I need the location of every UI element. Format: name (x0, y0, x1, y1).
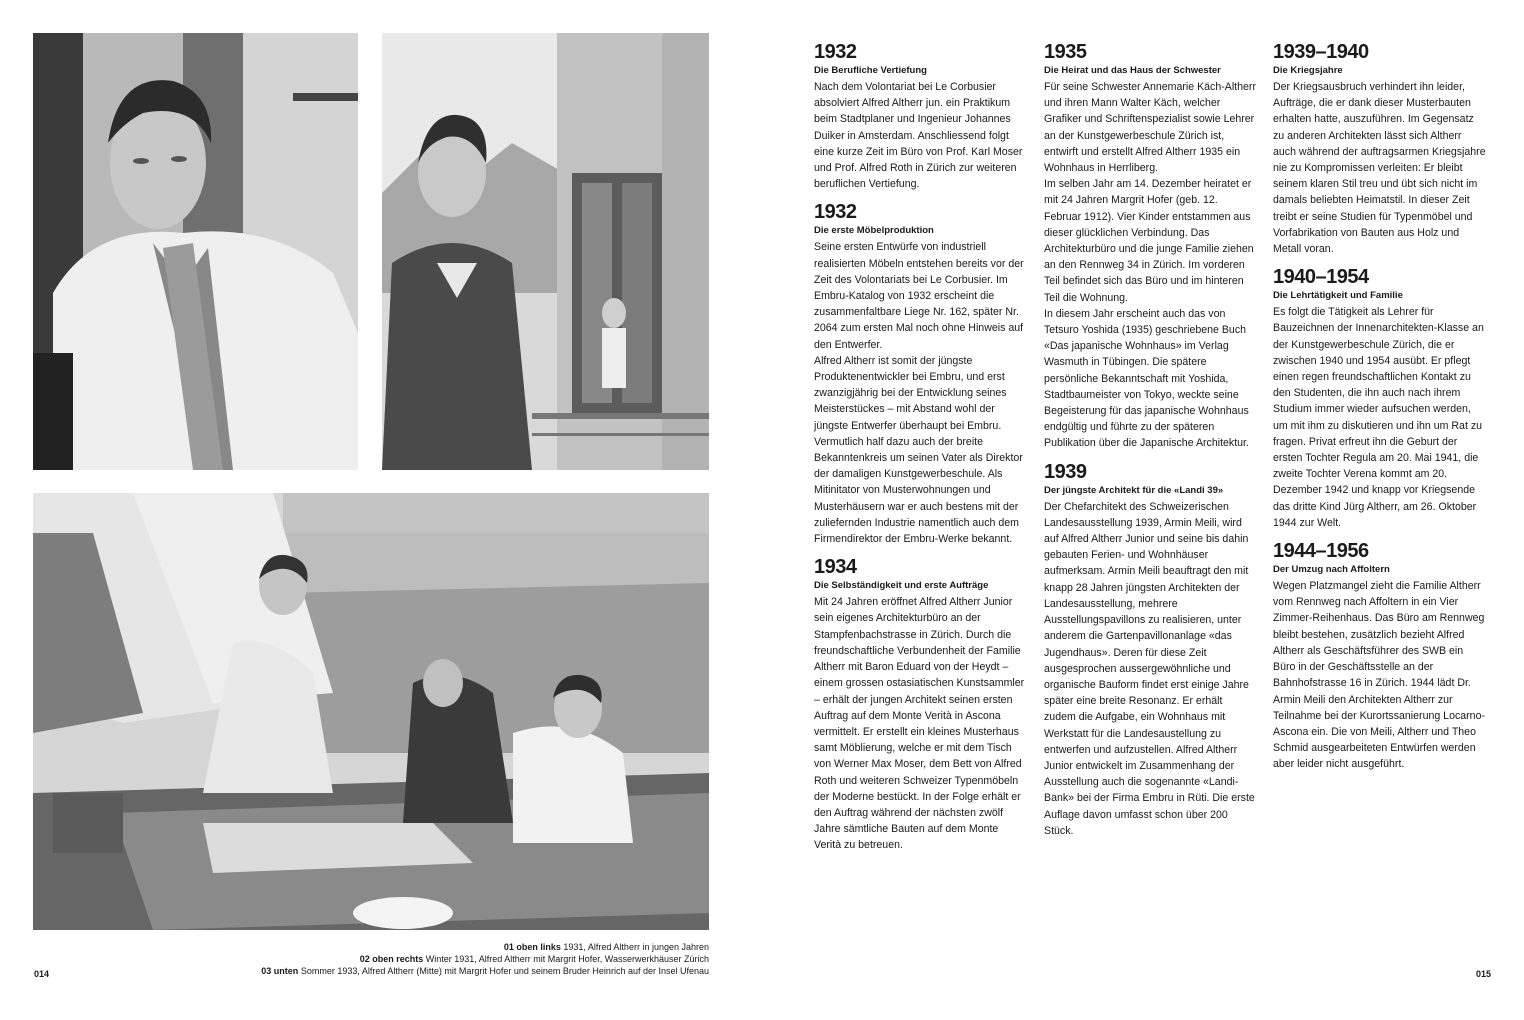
entry-paragraph: Alfred Altherr ist somit der jüngste Produktenentwickler bei Embru, und erst zwanzigjährig bei der Entwicklung seines Meisterstückes – mit Abstand wohl der jüngste Entwerfer überhaupt bei Embru. Vermutlich half dazu auch der breite Bekanntenkreis um seinen Vater als Direktor der damaligen Kunstgewerbeschule. Als Mitinitator von Musterwohnungen und Musterhäusern war er auch bestens mit der zuliefernden Industrie namentlich auch dem Firmendirektor der Embru-Werke bekannt. (814, 354, 1023, 546)
entry-year: 1932 (814, 41, 857, 63)
text-column-3 (1273, 40, 1486, 781)
caption-3-text: Sommer 1933, Alfred Altherr (Mitte) mit Margrit Hofer und seinem Bruder Heinrich auf der Insel Ufenau (300, 966, 709, 976)
entry-subtitle: Die Kriegsjahre (1273, 65, 1343, 76)
entry-paragraph: Seine ersten Entwürfe von industriell realisierten Möbeln entstehen bereits vor der Zeit des Volontariats bei Le Corbusier. Im Embru-Katalog von 1932 erscheint die zusammenfaltbare Liege Nr. 162, später Nr. 2064 zum ersten Mal noch ohne Hinweis auf den Entwerfer. (814, 241, 1024, 351)
entry-year: 1939–1940 (1273, 41, 1369, 63)
right-page (762, 0, 1524, 1020)
portrait-image (33, 33, 358, 470)
caption-1 (261, 941, 709, 953)
entry-subtitle: Die erste Möbelproduktion (814, 225, 934, 237)
caption-2-text: Winter 1931, Alfred Altherr mit Margrit Hofer, Wasserwerkhäuser Zürich (425, 954, 709, 964)
timeline-entry (814, 555, 1027, 853)
photo-portrait-1931 (33, 33, 358, 470)
caption-2 (261, 953, 709, 965)
photo-captions (261, 941, 709, 977)
caption-2-label: 02 oben rechts (359, 954, 424, 964)
picnic-image (33, 493, 709, 930)
entry-paragraph: Es folgt die Tätigkeit als Lehrer für Bauzeichnen der Innenarchitekten-Klasse an der Kunstgewerbeschule Zürich, die er zwischen 1940 und 1954 ausübt. Er pflegt einen regen freundschaftlichen Kontakt zu den Studenten, die ihn auch nach ihrem Studium immer wieder aufsuchen werden, um mit ihm zu diskutieren und ihn um Rat zu fragen. Privat erfreut ihn die Geburt der ersten Tochter Regula am 20. Mai 1941, die zweite Tochter Verena kommt am 20. Dezember 1942 und knapp vor Kriegsende das dritte Kind Jürg Altherr, am 26. Oktober 1944 zur Welt. (1273, 306, 1484, 529)
caption-3-label: 03 unten (261, 966, 299, 976)
entry-year: 1932 (814, 201, 857, 224)
entry-year: 1935 (1044, 41, 1087, 63)
entry-paragraph: Im selben Jahr am 14. Dezember heiratet er mit 24 Jahren Margrit Hofer (geb. 12. Februar 1912). Vier Kinder entstammen aus dieser glücklichen Verbindung. Das Architekturbüro und die junge Familie ziehen an den Rennweg 34 in Zürich. Im vorderen Teil befindet sich das Büro und im hinteren Teil die Wohnung. (1044, 178, 1254, 304)
text-column-1 (814, 40, 1027, 862)
page-number-right: 015 (1475, 969, 1491, 979)
entry-year: 1940–1954 (1273, 266, 1369, 289)
entry-subtitle: Die Selbständigkeit und erste Aufträge (814, 580, 989, 592)
winter-image (382, 33, 709, 470)
caption-1-text: 1931, Alfred Altherr in jungen Jahren (563, 942, 709, 952)
entry-subtitle: Der jüngste Architekt für die «Landi 39» (1044, 484, 1224, 496)
entry-year: 1944–1956 (1273, 540, 1369, 563)
entry-subtitle: Die Lehrtätigkeit und Familie (1273, 290, 1403, 302)
entry-paragraph: Mit 24 Jahren eröffnet Alfred Altherr Junior sein eigenes Architekturbüro an der Stampfenbachstrasse in Zürich. Durch die freundschaftliche Verbundenheit der Familie Altherr mit Baron Eduard von der Heydt – einem grossen ostasiatischen Kunstsammler – erhält der jungen Architekt seinen ersten Auftrag auf dem Monte Verità in Ascona vermittelt. Er erstellt ein kleines Musterhaus samt Möblierung, welche er mit dem Tisch von Werner Max Moser, dem Bett von Alfred Roth und weiteren Schweizer Typenmöbeln der Moderne bestückt. In der Folge erhält er den Auftrag während der nächsten zwölf Jahre sämtliche Bauten auf dem Monte Verità zu betreuen. (814, 596, 1025, 852)
entry-paragraph: Für seine Schwester Annemarie Käch-Altherr und ihren Mann Walter Käch, welcher Grafiker und Schriftenspezialist sowie Lehrer an der Kunstgewerbeschule Zürich ist, entwirft und erstellt Alfred Altherr 1935 ein Wohnhaus in Herrliberg. (1044, 81, 1256, 175)
entry-subtitle: Der Umzug nach Affoltern (1273, 564, 1390, 576)
photo-summer-1933 (33, 493, 709, 930)
page-number-left: 014 (34, 969, 50, 979)
entry-paragraph: Der Kriegsausbruch verhindert ihn leider, Aufträge, die er dank dieser Musterbauten erhalten hatte, auszuführen. Im Gegensatz zu anderen Architekten lässt sich Altherr auch während der auftragsarmen Kriegsjahre nie zu Kompromissen verleiten: Er bleibt seinem klaren Stil treu und übt sich nicht im damals beliebten Heimatstil. In dieser Zeit treibt er seine Studien für Typenmöbel und Vorfabrikation von Bauten aus Holz und Metall voran. (1273, 81, 1486, 256)
entry-paragraph: In diesem Jahr erscheint auch das von Tetsuro Yoshida (1935) geschriebene Buch «Das japanische Wohnhaus» im Verlag Wasmuth in Tübingen. Die spätere persönliche Bekanntschaft mit Yoshida, Stadtbaumeister von Tokyo, weckte seine Begeisterung für das japanische Wohnhaus endgültig und führte zu der späteren Publikation über die Japanische Architektur. (1044, 307, 1249, 450)
entry-paragraph: Nach dem Volontariat bei Le Corbusier absolviert Alfred Altherr jun. ein Praktikum beim Stadtplaner und Ingenieur Johannes Duiker in Amsterdam. Anschliessend folgt eine kurze Zeit im Büro von Prof. Karl Moser und Prof. Alfred Roth in Zürich zur weiteren beruflichen Vertiefung. (814, 81, 1023, 191)
timeline-entry (1273, 40, 1486, 257)
entry-year: 1939 (1044, 460, 1087, 483)
entry-paragraph: Wegen Platzmangel zieht die Familie Altherr vom Rennweg nach Affoltern in ein Vier Zimmer-Reihenhaus. Das Büro am Rennweg bleibt bestehen, zusätzlich bezieht Alfred Altherr als Geschäftsführer des SWB ein Büro in der Geschäftsstelle an der Bahnhofstrasse 16 in Zürich. 1944 lädt Dr. Armin Meili den Architekten Altherr zur Teilnahme bei der Kurortssanierung Locarno-Ascona ein. Die von Meili, Altherr und Theo Schmid ausgearbeiteten Entwürfen werden aber leider nicht ausgeführt. (1273, 580, 1485, 771)
timeline-entry (1044, 40, 1257, 452)
entry-year: 1934 (814, 556, 857, 579)
caption-3 (261, 965, 709, 977)
photo-winter-1931 (382, 33, 709, 470)
left-page (0, 0, 760, 1020)
timeline-entry (814, 200, 1027, 547)
text-column-2 (1044, 40, 1257, 847)
timeline-entry (1273, 265, 1486, 531)
caption-1-label: 01 oben links (503, 942, 561, 952)
timeline-entry (814, 40, 1027, 192)
timeline-entry (1273, 539, 1486, 772)
entry-paragraph: Der Chefarchitekt des Schweizerischen Landesausstellung 1939, Armin Meili, wird auf Alfred Altherr Junior und seine bis dahin gebauten Ferien- und Wohnhäuser aufmerksam. Armin Meili beauftragt den mit knapp 28 Jahren jüngsten Architekten der Landesausstellung, mehrere Ausstellungspavillons zu realisieren, unter anderem die Gartenpavillonanlage «das Jugendhaus». Deren für diese Zeit ausgesprochen aussergewöhnliche und organische Bauform findet erst einige Jahre später eine breite Resonanz. Er erhält zudem die Aufgabe, ein Wohnhaus mit Werkstatt für die Landesaustellung zu entwerfen und aufzustellen. Alfred Altherr Junior entwickelt im Zusammenhang der Ausstellung auch die sogenannte «Landi-Bank» bei der Firma Embru in Rüti. Die erste Auflage davon umfasst schon über 200 Stück. (1044, 500, 1255, 837)
entry-subtitle: Die Heirat und das Haus der Schwester (1044, 65, 1221, 76)
timeline-entry (1044, 460, 1257, 839)
entry-subtitle: Die Berufliche Vertiefung (814, 65, 927, 76)
